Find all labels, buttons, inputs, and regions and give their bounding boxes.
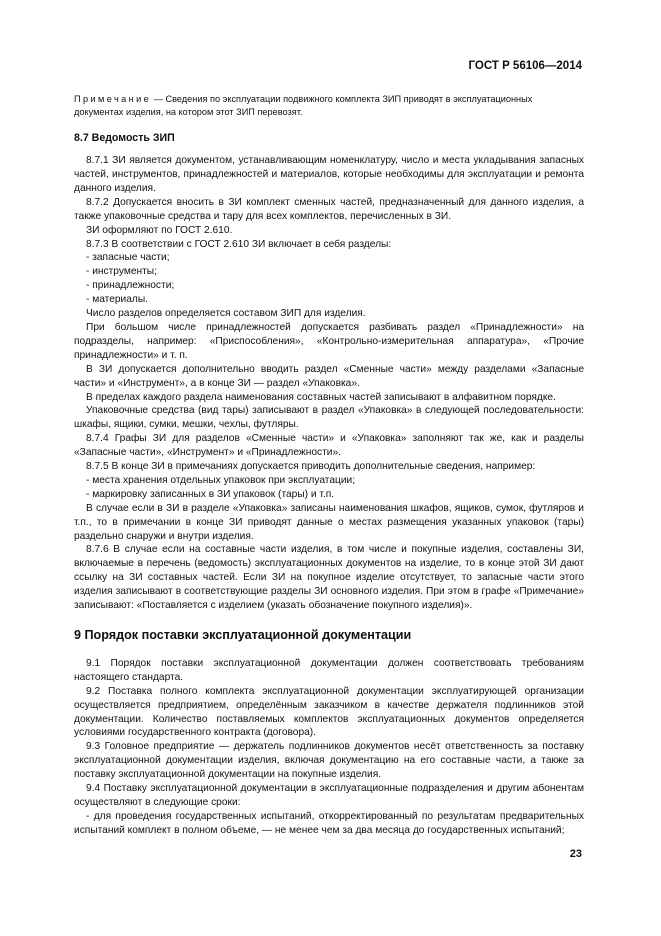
paragraph: 9.4 Поставку эксплуатационной документации в эксплуатационные подразделения и другим абонентам осуществляют в следующие сроки:	[74, 783, 584, 808]
section-9-body	[74, 657, 584, 838]
section-8-7-body	[74, 154, 584, 613]
paragraph: В ЗИ допускается дополнительно вводить раздел «Сменные части» между разделами «Запасные части» и «Инструмент», а в конце ЗИ — раздел «Упаковка».	[74, 363, 584, 389]
section-9-heading: 9 Порядок поставки эксплуатационной документации	[74, 628, 412, 642]
paragraph: 8.7.6 В случае если на составные части изделия, в том числе и покупные изделия, составлены ЗИ, включаемые в перечень (ведомость) эксплуатационных документов на изделие, то в конце этой ЗИ дают ссылку на ЗИ составных частей. Если ЗИ на покупное изделие отсутствует, то запасные части этого изделия записывают в соответствующие разделы ЗИ основного изделия. При этом в графе «Примечание» записывают: «Поставляется с изделием (указать обозначение покупного изделия)».	[74, 544, 584, 612]
paragraph: 8.7.1 ЗИ является документом, устанавливающим номенклатуру, число и места укладывания запасных частей, инструментов, принадлежностей и материалов, которые необходимы для эксплуатации и ремонта данного изделия.	[74, 155, 584, 194]
paragraph: 9.3 Головное предприятие — держатель подлинников документов несёт ответственность за поставку эксплуатационной документации изделия, включая документацию на его составные части, а также за поставку эксплуатационной документации на покупные изделия.	[74, 741, 584, 781]
list-item: - места хранения отдельных упаковок при эксплуатации;	[86, 474, 356, 486]
paragraph: В пределах каждого раздела наименования составных частей записывают в алфавитном порядке.	[86, 391, 556, 403]
list-item: - для проведения государственных испытаний, откорректированный по результатам предварительных испытаний комплект в полном объеме, — не менее чем за два месяца до государственных испытаний;	[74, 810, 584, 836]
page-number: 23	[569, 848, 582, 860]
paragraph: 8.7.5 В конце ЗИ в примечаниях допускается приводить дополнительные сведения, например:	[86, 461, 536, 473]
paragraph: Упаковочные средства (вид тары) записывают в раздел «Упаковка» в следующей последовательности: шкафы, ящики, сумки, мешки, чехлы, футляры.	[74, 405, 584, 431]
note-text: — Сведения по эксплуатации подвижного комплекта ЗИП приводят в эксплуатационных документах изделия, на котором этот ЗИП перевозят.	[74, 94, 533, 117]
paragraph: В случае если в ЗИ в разделе «Упаковка» записаны наименования шкафов, ящиков, сумок, футляров и т.п., то в примечании в конце ЗИ приводят данные о местах размещения указанных упаковок (тары) раздельно снаружи и внутри изделия.	[74, 502, 584, 542]
paragraph: 8.7.3 В соответствии с ГОСТ 2.610 ЗИ включает в себя разделы:	[86, 238, 392, 250]
paragraph: При большом числе принадлежностей допускается разбивать раздел «Принадлежности» на подразделы, например: «Приспособления», «Контрольно-измерительная аппаратура», «Прочие принадлежности» и т. п.	[74, 321, 584, 361]
note-paragraph	[74, 93, 584, 118]
list-item: - принадлежности;	[86, 280, 175, 292]
paragraph: ЗИ оформляют по ГОСТ 2.610.	[86, 224, 233, 236]
paragraph: 9.2 Поставка полного комплекта эксплуатационной документации эксплуатирующей организации осуществляется предприятием, определённым заказчиком в качестве держателя подлинников этой документации. Количество поставляемых комплектов эксплуатационных документов определяется условиями государственного контракта (договора).	[74, 685, 584, 739]
paragraph: 8.7.4 Графы ЗИ для разделов «Сменные части» и «Упаковка» заполняют так же, как и разделы «Запасные части», «Инструмент» и «Принадлежности».	[74, 433, 584, 459]
list-item: - запасные части;	[86, 252, 170, 264]
list-item: - инструменты;	[86, 266, 157, 278]
page-content	[74, 93, 584, 838]
paragraph: 8.7.2 Допускается вносить в ЗИ комплект сменных частей, предназначенный для данного изделия, а также упаковочные средства и тару для всех комплектов, перечисленных в ЗИ.	[74, 196, 584, 222]
section-8-7-heading: 8.7 Ведомость ЗИП	[74, 132, 175, 145]
paragraph: Число разделов определяется составом ЗИП для изделия.	[86, 308, 366, 320]
paragraph: 9.1 Порядок поставки эксплуатационной документации должен соответствовать требованиям настоящего стандарта.	[74, 657, 584, 683]
list-item: - материалы.	[86, 294, 149, 306]
note-lead: Примечание	[74, 94, 152, 104]
list-item: - маркировку записанных в ЗИ упаковок (тары) и т.п.	[86, 488, 335, 500]
document-id-header: ГОСТ Р 56106—2014	[468, 60, 582, 72]
